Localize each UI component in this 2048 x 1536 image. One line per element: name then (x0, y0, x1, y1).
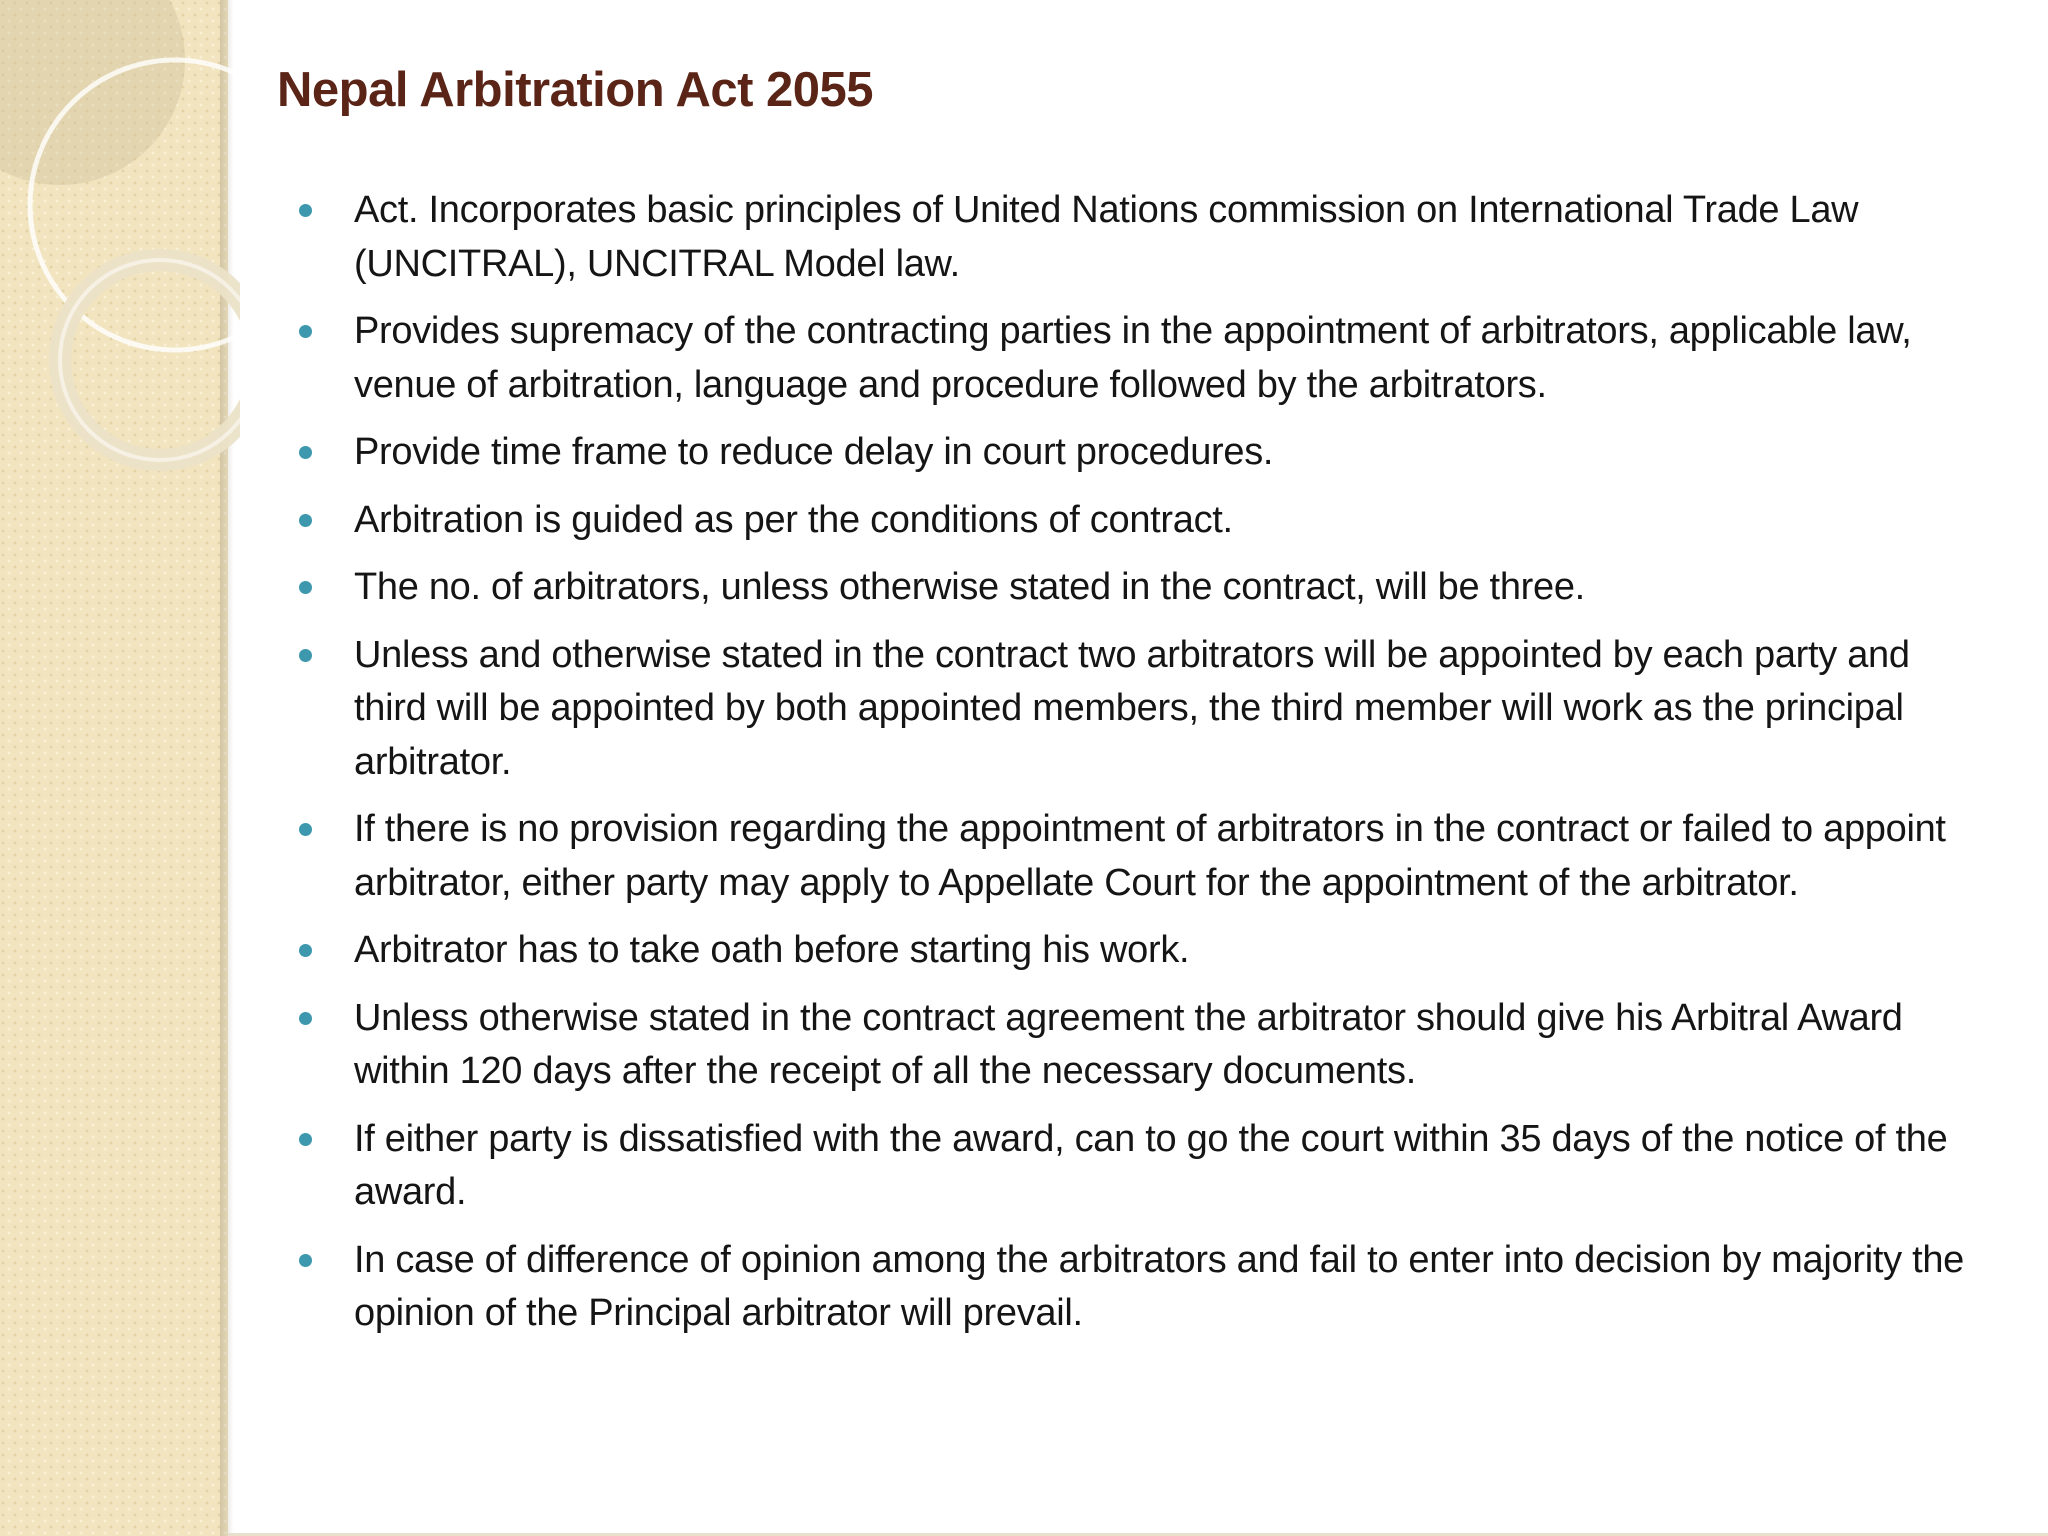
bullet-text: The no. of arbitrators, unless otherwise stated in the contract, will be three. (354, 566, 1585, 608)
slide-title: Nepal Arbitration Act 2055 (277, 63, 874, 117)
bullet-item (292, 305, 1992, 412)
bullet-text: Provides supremacy of the contracting parties in the appointment of arbitrators, applicable law, venue of arbitration, language and procedure followed by the arbitrators. (354, 310, 1912, 406)
bullet-item (292, 184, 1992, 291)
bullet-text: Unless and otherwise stated in the contract two arbitrators will be appointed by each party and third will be appointed by both appointed members, the third member will work as the principal arbitrator. (354, 633, 1910, 783)
bullet-dot-icon (299, 823, 312, 836)
bullet-dot-icon (299, 1254, 312, 1267)
bullet-item (292, 992, 1992, 1099)
bullet-dot-icon (299, 446, 312, 459)
decorative-rings (0, 0, 240, 520)
bullet-item (292, 1113, 1992, 1220)
bullet-item (292, 803, 1992, 910)
bullet-dot-icon (299, 944, 312, 957)
bullet-dot-icon (299, 1012, 312, 1025)
bullet-text: If there is no provision regarding the appointment of arbitrators in the contract or failed to appoint arbitrator, either party may apply to Appellate Court for the appointment of the arbitrator. (354, 808, 1946, 904)
bullet-text: Provide time frame to reduce delay in court procedures. (354, 431, 1274, 473)
bullet-dot-icon (299, 649, 312, 662)
bullet-item (292, 924, 1992, 978)
large-shaded-circle (0, 0, 185, 185)
bullet-dot-icon (299, 204, 312, 217)
bullet-item (292, 561, 1992, 615)
bullet-text: In case of difference of opinion among the arbitrators and fail to enter into decision by majority the opinion of the Principal arbitrator will prevail. (354, 1238, 1964, 1334)
bullet-text: Act. Incorporates basic principles of United Nations commission on International Trade Law (UNCITRAL), UNCITRAL Model law. (354, 189, 1859, 285)
bullet-text: Unless otherwise stated in the contract agreement the arbitrator should give his Arbitral Award within 120 days after the receipt of all the necessary documents. (354, 996, 1903, 1092)
thick-ring-highlight (60, 260, 240, 460)
bullet-dot-icon (299, 325, 312, 338)
bullet-item (292, 629, 1992, 790)
bullet-item (292, 426, 1992, 480)
bullet-item (292, 494, 1992, 548)
bullet-text: If either party is dissatisfied with the award, can to go the court within 35 days of the notice of the award. (354, 1117, 1948, 1213)
bullet-item (292, 1234, 1992, 1341)
bullet-text: Arbitration is guided as per the conditions of contract. (354, 498, 1233, 541)
bullet-dot-icon (299, 581, 312, 594)
bullet-text: Arbitrator has to take oath before starting his work. (354, 929, 1190, 971)
bullet-dot-icon (299, 1133, 312, 1146)
bullet-list (292, 184, 1992, 1355)
bullet-dot-icon (299, 514, 312, 527)
